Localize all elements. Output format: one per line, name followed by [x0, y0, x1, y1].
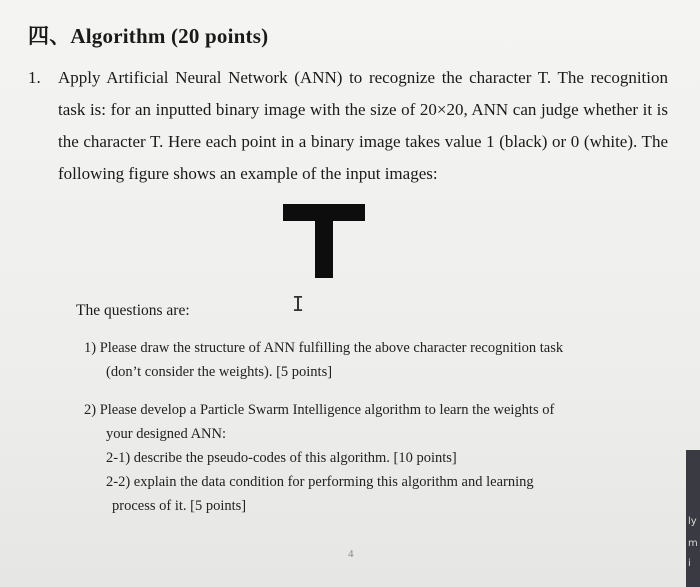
letter-t-figure: [283, 204, 365, 278]
sub-question-2: [84, 398, 654, 518]
background-edge-strip: [686, 450, 700, 587]
sub-question-1: [84, 336, 654, 384]
sub-question-2-line1: 2) Please develop a Particle Swarm Intelligence algorithm to learn the weights of: [84, 402, 555, 418]
text-cursor-icon: I: [292, 292, 305, 316]
question-number: 1.: [28, 68, 41, 87]
letter-t-stem: [315, 204, 333, 278]
sub-question-1-line1: 1) Please draw the structure of ANN fulfilling the above character recognition task: [84, 340, 564, 356]
section-title: 四、Algorithm (20 points): [28, 24, 269, 48]
edge-text-3: i: [688, 558, 691, 569]
edge-text-2: m: [688, 538, 698, 549]
sub-question-2-2: 2-2) explain the data condition for performing this algorithm and learning: [106, 474, 534, 490]
edge-text-1: ly: [688, 516, 697, 527]
sub-question-2-1: 2-1) describe the pseudo-codes of this algorithm. [10 points]: [106, 450, 457, 466]
questions-label: The questions are:: [76, 302, 190, 319]
sub-question-2-2-cont: process of it. [5 points]: [112, 498, 247, 514]
question-1: [28, 62, 668, 190]
sub-question-2-line2: your designed ANN:: [106, 426, 227, 442]
sub-question-1-line2: (don’t consider the weights). [5 points]: [106, 364, 333, 380]
question-1-text: Apply Artificial Neural Network (ANN) to recognize the character T. The recognition task is: for an inputted binary image with the size of 20×20, ANN can judge whether it is the character T. Here each point in a binary image takes value 1 (black) or 0 (white). The following figure shows an example of the input images:: [58, 68, 668, 183]
page-number: 4: [348, 548, 354, 560]
